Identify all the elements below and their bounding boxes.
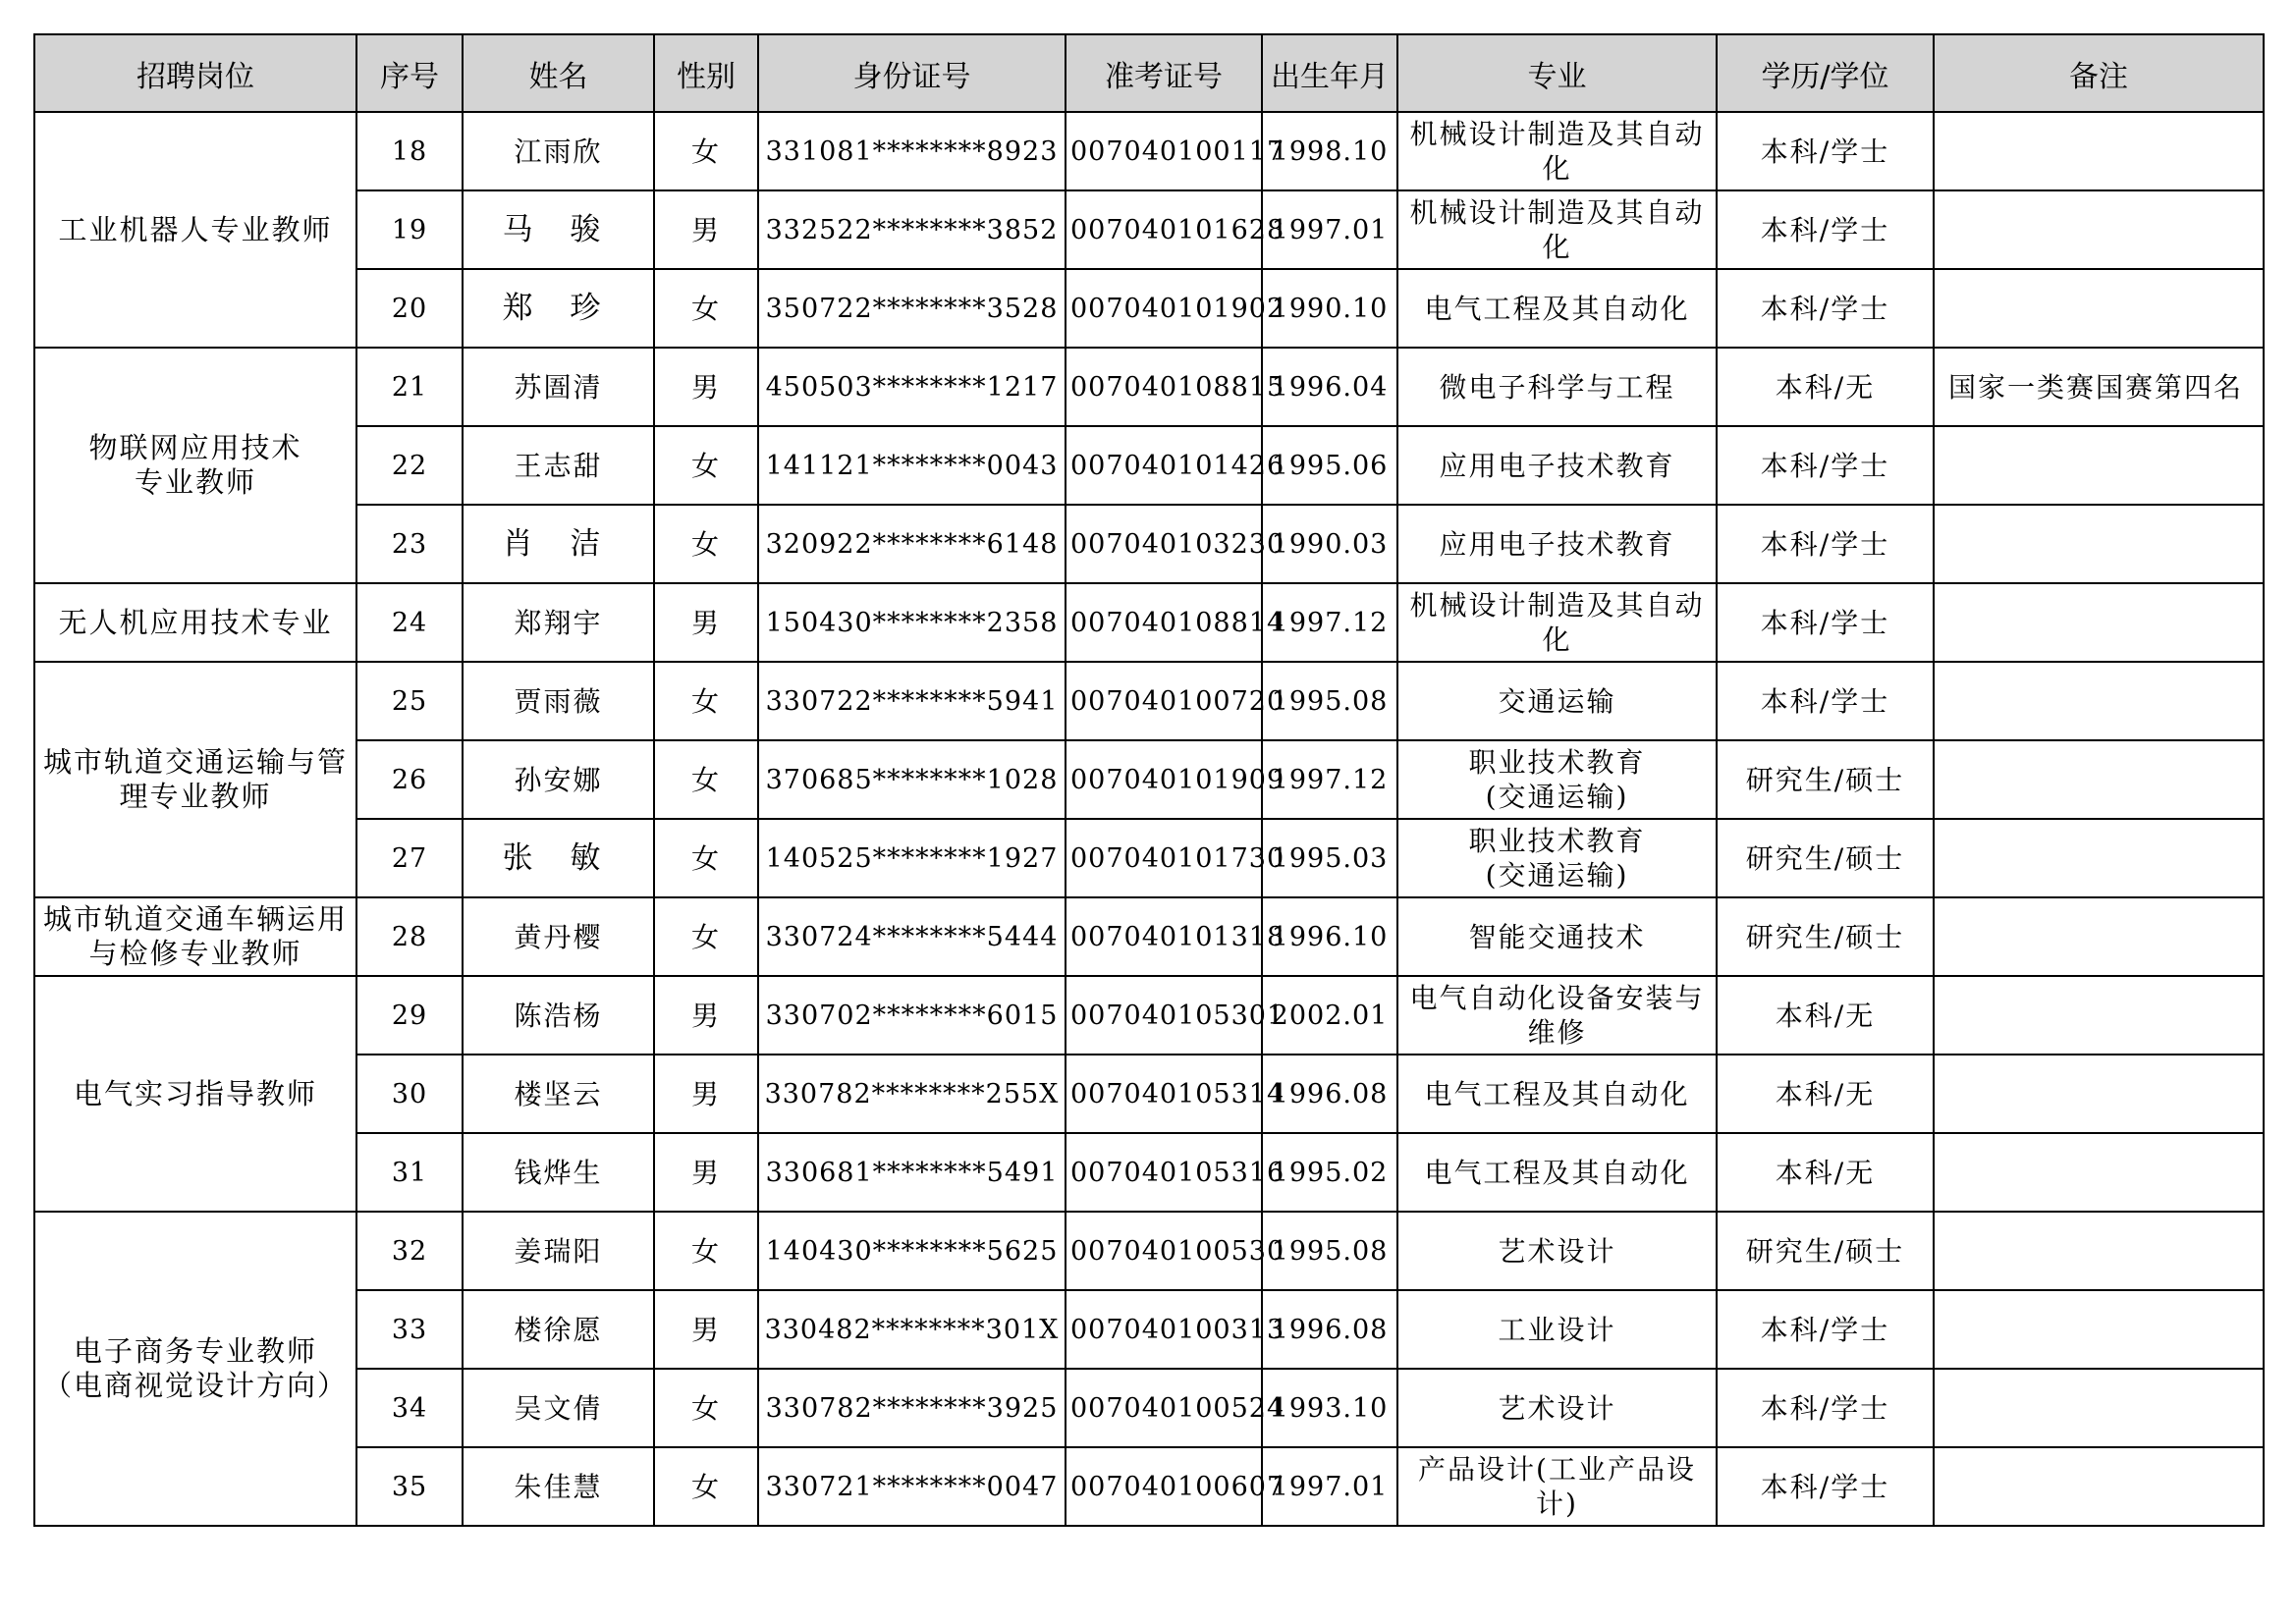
row-name: 苏圄清 bbox=[463, 348, 654, 426]
row-note bbox=[1934, 1369, 2264, 1447]
row-degree: 本科/无 bbox=[1717, 348, 1934, 426]
row-gender: 女 bbox=[654, 819, 758, 897]
table-row bbox=[34, 112, 2264, 190]
row-degree: 本科/无 bbox=[1717, 976, 1934, 1055]
row-major: 应用电子技术教育 bbox=[1397, 505, 1717, 583]
table-row bbox=[34, 426, 2264, 505]
row-degree: 本科/无 bbox=[1717, 1133, 1934, 1212]
row-note bbox=[1934, 819, 2264, 897]
row-gender: 女 bbox=[654, 1212, 758, 1290]
row-id-number: 330782********3925 bbox=[758, 1369, 1066, 1447]
row-birth: 1997.01 bbox=[1262, 1447, 1397, 1526]
row-id-number: 140525********1927 bbox=[758, 819, 1066, 897]
row-gender: 男 bbox=[654, 976, 758, 1055]
candidate-table bbox=[33, 33, 2265, 1527]
row-birth: 1990.03 bbox=[1262, 505, 1397, 583]
row-major: 智能交通技术 bbox=[1397, 897, 1717, 976]
row-birth: 1997.01 bbox=[1262, 190, 1397, 269]
row-major: 电气工程及其自动化 bbox=[1397, 1133, 1717, 1212]
group-position: 电子商务专业教师 （电商视觉设计方向） bbox=[34, 1212, 356, 1526]
row-id-number: 320922********6148 bbox=[758, 505, 1066, 583]
row-name: 朱佳慧 bbox=[463, 1447, 654, 1526]
row-gender: 女 bbox=[654, 897, 758, 976]
row-id-number: 450503********1217 bbox=[758, 348, 1066, 426]
row-exam-number: 007040100313 bbox=[1066, 1290, 1262, 1369]
row-name: 钱烨生 bbox=[463, 1133, 654, 1212]
row-gender: 男 bbox=[654, 1290, 758, 1369]
row-number: 24 bbox=[356, 583, 463, 662]
header-exam-number: 准考证号 bbox=[1066, 34, 1262, 112]
group-position: 电气实习指导教师 bbox=[34, 976, 356, 1212]
table-row bbox=[34, 1290, 2264, 1369]
row-exam-number: 007040101902 bbox=[1066, 269, 1262, 348]
row-gender: 女 bbox=[654, 1447, 758, 1526]
row-gender: 女 bbox=[654, 740, 758, 819]
row-note bbox=[1934, 1447, 2264, 1526]
row-number: 29 bbox=[356, 976, 463, 1055]
header-id-number: 身份证号 bbox=[758, 34, 1066, 112]
row-exam-number: 007040100530 bbox=[1066, 1212, 1262, 1290]
row-birth: 1990.10 bbox=[1262, 269, 1397, 348]
row-degree: 本科/学士 bbox=[1717, 190, 1934, 269]
row-degree: 本科/学士 bbox=[1717, 426, 1934, 505]
row-note bbox=[1934, 190, 2264, 269]
row-id-number: 332522********3852 bbox=[758, 190, 1066, 269]
row-name: 马 骏 bbox=[463, 190, 654, 269]
table-row bbox=[34, 819, 2264, 897]
row-number: 18 bbox=[356, 112, 463, 190]
row-exam-number: 007040100720 bbox=[1066, 662, 1262, 740]
row-birth: 1996.08 bbox=[1262, 1055, 1397, 1133]
row-id-number: 331081********8923 bbox=[758, 112, 1066, 190]
row-birth: 1995.08 bbox=[1262, 662, 1397, 740]
row-name: 楼徐愿 bbox=[463, 1290, 654, 1369]
row-number: 25 bbox=[356, 662, 463, 740]
row-number: 20 bbox=[356, 269, 463, 348]
row-degree: 研究生/硕士 bbox=[1717, 1212, 1934, 1290]
row-note bbox=[1934, 583, 2264, 662]
row-id-number: 330724********5444 bbox=[758, 897, 1066, 976]
header-name: 姓名 bbox=[463, 34, 654, 112]
row-major: 工业设计 bbox=[1397, 1290, 1717, 1369]
table-row bbox=[34, 269, 2264, 348]
table-row bbox=[34, 190, 2264, 269]
row-name: 姜瑞阳 bbox=[463, 1212, 654, 1290]
group-position: 城市轨道交通车辆运用 与检修专业教师 bbox=[34, 897, 356, 976]
group-position: 无人机应用技术专业 bbox=[34, 583, 356, 662]
row-exam-number: 007040105316 bbox=[1066, 1133, 1262, 1212]
row-major: 电气自动化设备安装与维修 bbox=[1397, 976, 1717, 1055]
row-number: 19 bbox=[356, 190, 463, 269]
row-exam-number: 007040103230 bbox=[1066, 505, 1262, 583]
header-degree: 学历/学位 bbox=[1717, 34, 1934, 112]
row-birth: 1995.02 bbox=[1262, 1133, 1397, 1212]
row-id-number: 150430********2358 bbox=[758, 583, 1066, 662]
row-exam-number: 007040100524 bbox=[1066, 1369, 1262, 1447]
row-major: 职业技术教育 (交通运输) bbox=[1397, 819, 1717, 897]
row-degree: 本科/学士 bbox=[1717, 505, 1934, 583]
table-row bbox=[34, 897, 2264, 976]
row-note bbox=[1934, 269, 2264, 348]
row-name: 孙安娜 bbox=[463, 740, 654, 819]
table-row bbox=[34, 1447, 2264, 1526]
row-number: 30 bbox=[356, 1055, 463, 1133]
row-birth: 1997.12 bbox=[1262, 740, 1397, 819]
row-id-number: 350722********3528 bbox=[758, 269, 1066, 348]
row-id-number: 330681********5491 bbox=[758, 1133, 1066, 1212]
row-note bbox=[1934, 505, 2264, 583]
header-note: 备注 bbox=[1934, 34, 2264, 112]
row-note: 国家一类赛国赛第四名 bbox=[1934, 348, 2264, 426]
row-major: 微电子科学与工程 bbox=[1397, 348, 1717, 426]
row-birth: 1997.12 bbox=[1262, 583, 1397, 662]
row-degree: 研究生/硕士 bbox=[1717, 819, 1934, 897]
table-row bbox=[34, 348, 2264, 426]
results-sheet bbox=[33, 33, 2263, 1527]
row-name: 江雨欣 bbox=[463, 112, 654, 190]
row-gender: 男 bbox=[654, 583, 758, 662]
header-major: 专业 bbox=[1397, 34, 1717, 112]
row-number: 32 bbox=[356, 1212, 463, 1290]
row-degree: 本科/学士 bbox=[1717, 1290, 1934, 1369]
row-degree: 本科/学士 bbox=[1717, 1447, 1934, 1526]
row-name: 王志甜 bbox=[463, 426, 654, 505]
row-gender: 女 bbox=[654, 426, 758, 505]
row-number: 35 bbox=[356, 1447, 463, 1526]
group-position: 物联网应用技术 专业教师 bbox=[34, 348, 356, 583]
row-exam-number: 007040108814 bbox=[1066, 583, 1262, 662]
row-major: 产品设计(工业产品设计) bbox=[1397, 1447, 1717, 1526]
group-position: 城市轨道交通运输与管 理专业教师 bbox=[34, 662, 356, 897]
row-number: 27 bbox=[356, 819, 463, 897]
row-note bbox=[1934, 897, 2264, 976]
row-name: 贾雨薇 bbox=[463, 662, 654, 740]
table-row bbox=[34, 1369, 2264, 1447]
row-major: 机械设计制造及其自动化 bbox=[1397, 583, 1717, 662]
row-number: 22 bbox=[356, 426, 463, 505]
row-exam-number: 007040100607 bbox=[1066, 1447, 1262, 1526]
row-degree: 本科/学士 bbox=[1717, 583, 1934, 662]
table-body bbox=[34, 112, 2264, 1526]
row-degree: 本科/无 bbox=[1717, 1055, 1934, 1133]
row-id-number: 330702********6015 bbox=[758, 976, 1066, 1055]
row-note bbox=[1934, 1290, 2264, 1369]
row-id-number: 330782********255X bbox=[758, 1055, 1066, 1133]
table-row bbox=[34, 1212, 2264, 1290]
row-exam-number: 007040101318 bbox=[1066, 897, 1262, 976]
row-birth: 1996.04 bbox=[1262, 348, 1397, 426]
row-major: 机械设计制造及其自动化 bbox=[1397, 190, 1717, 269]
table-row bbox=[34, 662, 2264, 740]
row-exam-number: 007040105301 bbox=[1066, 976, 1262, 1055]
row-gender: 女 bbox=[654, 662, 758, 740]
table-row bbox=[34, 583, 2264, 662]
row-number: 28 bbox=[356, 897, 463, 976]
row-id-number: 141121********0043 bbox=[758, 426, 1066, 505]
table-row bbox=[34, 1055, 2264, 1133]
row-birth: 1995.03 bbox=[1262, 819, 1397, 897]
row-exam-number: 007040101426 bbox=[1066, 426, 1262, 505]
row-number: 21 bbox=[356, 348, 463, 426]
row-number: 26 bbox=[356, 740, 463, 819]
row-birth: 1996.10 bbox=[1262, 897, 1397, 976]
row-number: 31 bbox=[356, 1133, 463, 1212]
row-degree: 本科/学士 bbox=[1717, 1369, 1934, 1447]
row-number: 23 bbox=[356, 505, 463, 583]
row-major: 艺术设计 bbox=[1397, 1369, 1717, 1447]
header-number: 序号 bbox=[356, 34, 463, 112]
row-major: 交通运输 bbox=[1397, 662, 1717, 740]
row-major: 电气工程及其自动化 bbox=[1397, 269, 1717, 348]
row-gender: 男 bbox=[654, 348, 758, 426]
row-exam-number: 007040108815 bbox=[1066, 348, 1262, 426]
row-id-number: 330482********301X bbox=[758, 1290, 1066, 1369]
row-note bbox=[1934, 1212, 2264, 1290]
header-row bbox=[34, 34, 2264, 112]
row-id-number: 370685********1028 bbox=[758, 740, 1066, 819]
row-note bbox=[1934, 740, 2264, 819]
table-row bbox=[34, 976, 2264, 1055]
row-name: 张 敏 bbox=[463, 819, 654, 897]
row-degree: 本科/学士 bbox=[1717, 112, 1934, 190]
header-birth: 出生年月 bbox=[1262, 34, 1397, 112]
row-id-number: 140430********5625 bbox=[758, 1212, 1066, 1290]
header-gender: 性别 bbox=[654, 34, 758, 112]
row-gender: 男 bbox=[654, 1133, 758, 1212]
row-birth: 1998.10 bbox=[1262, 112, 1397, 190]
row-name: 郑 珍 bbox=[463, 269, 654, 348]
row-exam-number: 007040101909 bbox=[1066, 740, 1262, 819]
row-id-number: 330722********5941 bbox=[758, 662, 1066, 740]
row-degree: 本科/学士 bbox=[1717, 269, 1934, 348]
row-degree: 研究生/硕士 bbox=[1717, 897, 1934, 976]
row-number: 33 bbox=[356, 1290, 463, 1369]
row-note bbox=[1934, 662, 2264, 740]
row-gender: 女 bbox=[654, 112, 758, 190]
row-name: 黄丹樱 bbox=[463, 897, 654, 976]
row-name: 肖 洁 bbox=[463, 505, 654, 583]
row-birth: 1996.08 bbox=[1262, 1290, 1397, 1369]
row-major: 艺术设计 bbox=[1397, 1212, 1717, 1290]
row-name: 陈浩杨 bbox=[463, 976, 654, 1055]
row-note bbox=[1934, 1055, 2264, 1133]
row-gender: 男 bbox=[654, 1055, 758, 1133]
row-gender: 女 bbox=[654, 1369, 758, 1447]
row-number: 34 bbox=[356, 1369, 463, 1447]
row-major: 机械设计制造及其自动化 bbox=[1397, 112, 1717, 190]
row-note bbox=[1934, 976, 2264, 1055]
row-id-number: 330721********0047 bbox=[758, 1447, 1066, 1526]
row-exam-number: 007040105314 bbox=[1066, 1055, 1262, 1133]
row-name: 郑翔宇 bbox=[463, 583, 654, 662]
row-exam-number: 007040101628 bbox=[1066, 190, 1262, 269]
row-gender: 女 bbox=[654, 505, 758, 583]
row-exam-number: 007040101730 bbox=[1066, 819, 1262, 897]
row-gender: 女 bbox=[654, 269, 758, 348]
row-major: 电气工程及其自动化 bbox=[1397, 1055, 1717, 1133]
group-position: 工业机器人专业教师 bbox=[34, 112, 356, 348]
row-note bbox=[1934, 426, 2264, 505]
row-gender: 男 bbox=[654, 190, 758, 269]
row-note bbox=[1934, 112, 2264, 190]
row-major: 职业技术教育 (交通运输) bbox=[1397, 740, 1717, 819]
row-exam-number: 007040100117 bbox=[1066, 112, 1262, 190]
row-birth: 2002.01 bbox=[1262, 976, 1397, 1055]
row-name: 吴文倩 bbox=[463, 1369, 654, 1447]
row-birth: 1993.10 bbox=[1262, 1369, 1397, 1447]
row-name: 楼坚云 bbox=[463, 1055, 654, 1133]
row-degree: 本科/学士 bbox=[1717, 662, 1934, 740]
row-note bbox=[1934, 1133, 2264, 1212]
table-row bbox=[34, 505, 2264, 583]
row-birth: 1995.06 bbox=[1262, 426, 1397, 505]
header-position: 招聘岗位 bbox=[34, 34, 356, 112]
table-row bbox=[34, 1133, 2264, 1212]
table-row bbox=[34, 740, 2264, 819]
row-birth: 1995.08 bbox=[1262, 1212, 1397, 1290]
row-major: 应用电子技术教育 bbox=[1397, 426, 1717, 505]
row-degree: 研究生/硕士 bbox=[1717, 740, 1934, 819]
